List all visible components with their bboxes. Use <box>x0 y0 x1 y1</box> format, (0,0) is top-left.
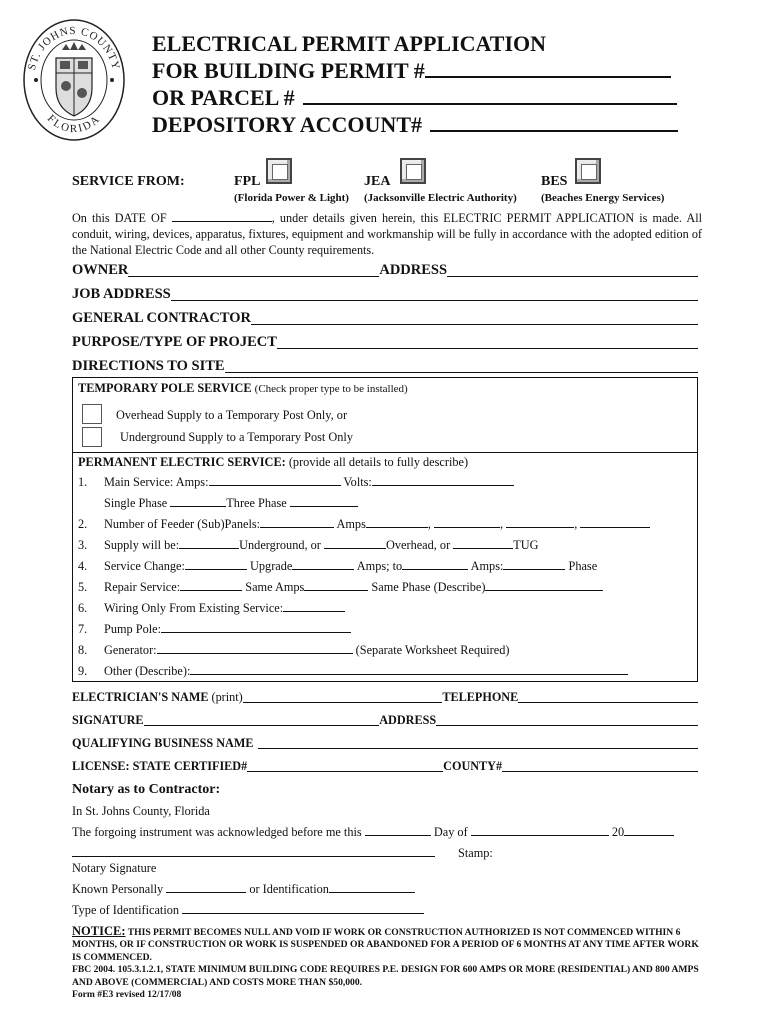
building-permit-field[interactable] <box>425 58 671 78</box>
phase-label: Phase <box>568 559 598 573</box>
seal-top-text: ST. JOHNS COUNTY <box>25 24 123 72</box>
type-id-row <box>72 903 424 918</box>
volts-label: Volts: <box>343 475 372 489</box>
main-service-amps-label: Main Service: Amps: <box>104 475 209 489</box>
temp-pole-heading-row <box>78 381 408 396</box>
item-number: 5. <box>78 580 88 594</box>
bes-checkbox[interactable] <box>575 158 601 184</box>
wiring-only-field[interactable] <box>283 601 345 612</box>
amps-label: Amps: <box>470 559 504 573</box>
fpl-sub-label: (Florida Power & Light) <box>234 192 349 204</box>
item-number: 4. <box>78 559 88 573</box>
generator-label: Generator: <box>104 643 157 657</box>
jea-sub-label: (Jacksonville Electric Authority) <box>364 192 517 204</box>
known-row <box>72 882 415 897</box>
general-contractor-label: GENERAL CONTRACTOR <box>72 310 251 326</box>
date-of-label: On this DATE OF <box>72 211 167 225</box>
qualifying-business-label: QUALIFYING BUSINESS NAME <box>72 736 254 750</box>
general-contractor-row <box>72 310 698 327</box>
feeder-amps-field-3[interactable] <box>506 517 574 528</box>
item-9 <box>78 664 628 679</box>
job-address-row <box>72 286 698 303</box>
notary-signature-field[interactable] <box>72 847 435 857</box>
notice-label: NOTICE: <box>72 924 126 938</box>
owner-field[interactable] <box>128 265 379 277</box>
title-line-4: DEPOSITORY ACCOUNT# <box>152 112 422 137</box>
item-number: 6. <box>78 601 88 615</box>
license-field[interactable] <box>247 762 443 772</box>
overhead-checkbox[interactable] <box>82 404 102 424</box>
generator-note: (Separate Worksheet Required) <box>355 643 510 657</box>
print-label: (print) <box>211 690 243 704</box>
or-identification-label: or Identification <box>249 882 329 896</box>
other-label: Other (Describe): <box>104 664 191 678</box>
electrician-name-label: ELECTRICIAN'S NAME <box>72 690 209 704</box>
notary-ack-row <box>72 825 674 840</box>
notice-block <box>72 925 702 1001</box>
owner-label: OWNER <box>72 262 129 278</box>
notary-signature-label: Notary Signature <box>72 861 157 875</box>
same-amps-label: Same Amps <box>245 580 305 594</box>
fpl-checkbox[interactable] <box>266 158 292 184</box>
signature-row <box>72 713 698 728</box>
parcel-field[interactable] <box>303 85 677 105</box>
item-number: 8. <box>78 643 88 657</box>
overhead-label: Overhead, or <box>385 538 451 552</box>
generator-field[interactable] <box>157 643 353 654</box>
county-seal <box>22 18 126 142</box>
job-address-field[interactable] <box>171 289 698 301</box>
comma: , <box>427 517 431 531</box>
electrician-address-field[interactable] <box>436 716 698 726</box>
feeder-amps-field-1[interactable] <box>366 517 428 528</box>
electrician-row <box>72 690 698 705</box>
job-address-label: JOB ADDRESS <box>72 286 171 302</box>
volts-field[interactable] <box>372 475 514 486</box>
known-personally-field[interactable] <box>166 882 246 893</box>
tug-label: TUG <box>513 538 539 552</box>
intro-body: , under details given herein, this ELECTRIC PERMIT APPLICATION is made. All conduit, wiring, devices, apparatus, fixtures, equipment and workmanship will be fully in accordance with the adopted edition of the National Electric Code and all other County requirements. <box>72 211 702 257</box>
bes-sub-label: (Beaches Energy Services) <box>541 192 665 204</box>
same-amps-field[interactable] <box>304 580 368 591</box>
feeder-amps-field-2[interactable] <box>434 517 500 528</box>
qualifying-row <box>72 736 698 751</box>
ack-label: The forgoing instrument was acknowledged before me this <box>72 825 362 839</box>
temp-pole-note: (Check proper type to be installed) <box>254 383 408 395</box>
notice-text-1: THIS PERMIT BECOMES NULL AND VOID IF WORK OR CONSTRUCTION AUTHORIZED IS NOT COMMENCED WITHIN 6 MONTHS, OR IF CONSTRUCTION OR WORK IS SUSPENDED OR ABANDONED FOR A PERIOD OF 6 MONTHS AT ANY TIME AFTER WORK IS COMMENCED. <box>72 927 699 963</box>
county-label: COUNTY# <box>443 759 503 773</box>
item-3 <box>78 538 539 553</box>
item-2 <box>78 517 650 532</box>
ack-year-field[interactable] <box>624 825 674 836</box>
feeder-panels-label: Number of Feeder (Sub)Panels: <box>104 517 261 531</box>
county-field[interactable] <box>502 762 698 772</box>
owner-address-field[interactable] <box>447 265 698 277</box>
permanent-note: (provide all details to fully describe) <box>288 455 469 469</box>
tug-field[interactable] <box>453 538 513 549</box>
item-number: 1. <box>78 475 88 489</box>
electrician-address-label: ADDRESS <box>379 713 437 727</box>
purpose-label: PURPOSE/TYPE OF PROJECT <box>72 334 277 350</box>
feeder-amps-field-4[interactable] <box>580 517 650 528</box>
item-number: 7. <box>78 622 88 636</box>
item-7 <box>78 622 351 637</box>
comma: , <box>500 517 504 531</box>
title-line-2: FOR BUILDING PERMIT # <box>152 58 425 83</box>
feeder-panels-field[interactable] <box>260 517 334 528</box>
seal-shield-icon <box>56 42 92 116</box>
upgrade-label: Upgrade <box>250 559 293 573</box>
jea-label: JEA <box>364 174 391 189</box>
year-label: 20 <box>611 825 625 839</box>
purpose-row <box>72 334 698 351</box>
license-label: LICENSE: STATE CERTIFIED# <box>72 759 248 773</box>
item-number: 2. <box>78 517 88 531</box>
day-of-label: Day of <box>433 825 468 839</box>
type-of-identification-label: Type of Identification <box>72 903 180 917</box>
bes-label: BES <box>541 174 568 189</box>
item-8 <box>78 643 509 658</box>
pump-pole-field[interactable] <box>161 622 351 633</box>
notary-county: In St. Johns County, Florida <box>72 804 210 818</box>
title-line-1: ELECTRICAL PERMIT APPLICATION <box>152 31 547 56</box>
telephone-field[interactable] <box>518 693 698 703</box>
depository-account-field[interactable] <box>430 112 678 132</box>
phase-field[interactable] <box>503 559 565 570</box>
date-of-field[interactable] <box>172 211 272 222</box>
type-of-identification-field[interactable] <box>182 903 424 914</box>
service-change-field[interactable] <box>185 559 247 570</box>
upgrade-amps-field[interactable] <box>292 559 354 570</box>
other-field[interactable] <box>190 664 628 675</box>
general-contractor-field[interactable] <box>251 313 698 325</box>
feeder-amps-label: Amps <box>336 517 366 531</box>
service-change-label: Service Change: <box>104 559 185 573</box>
directions-row <box>72 358 698 375</box>
main-service-amps-field[interactable] <box>209 475 341 486</box>
item-1 <box>78 475 514 490</box>
item-number: 3. <box>78 538 88 552</box>
single-phase-field[interactable] <box>170 496 226 507</box>
underground-label: Underground, or <box>239 538 321 552</box>
repair-service-label: Repair Service: <box>104 580 181 594</box>
service-from-label: SERVICE FROM: <box>72 174 185 189</box>
repair-service-field[interactable] <box>180 580 242 591</box>
title-line-3: OR PARCEL # <box>152 85 295 110</box>
owner-row <box>72 262 698 279</box>
comma: , <box>574 517 578 531</box>
temp-pole-heading: TEMPORARY POLE SERVICE <box>78 381 252 395</box>
notary-heading: Notary as to Contractor: <box>72 782 221 797</box>
identification-field[interactable] <box>329 882 415 893</box>
form-title <box>152 30 678 138</box>
known-personally-label: Known Personally <box>72 882 164 896</box>
directions-label: DIRECTIONS TO SITE <box>72 358 225 374</box>
same-phase-label: Same Phase (Describe) <box>371 580 486 594</box>
electrician-name-field[interactable] <box>243 693 443 703</box>
wiring-only-label: Wiring Only From Existing Service: <box>104 601 284 615</box>
three-phase-field[interactable] <box>290 496 358 507</box>
signature-field[interactable] <box>144 716 380 726</box>
underground-supply-field[interactable] <box>179 538 239 549</box>
ack-day-field[interactable] <box>365 825 431 836</box>
intro-paragraph <box>72 210 702 258</box>
ack-month-field[interactable] <box>471 825 609 836</box>
item-1-phase <box>78 496 358 511</box>
underground-checkbox[interactable] <box>82 427 102 447</box>
fpl-label: FPL <box>234 174 261 189</box>
item-number: 9. <box>78 664 88 678</box>
three-phase-label: Three Phase <box>226 496 287 510</box>
form-revision: Form #E3 revised 12/17/08 <box>72 989 182 1001</box>
overhead-supply-field[interactable] <box>324 538 386 549</box>
owner-address-label: ADDRESS <box>379 262 448 278</box>
underground-label: Underground Supply to a Temporary Post Only <box>120 430 353 444</box>
license-row <box>72 759 698 774</box>
item-6 <box>78 601 345 616</box>
directions-field[interactable] <box>225 361 698 373</box>
amps-to-field[interactable] <box>402 559 468 570</box>
item-5 <box>78 580 603 595</box>
notice-text-2: FBC 2004. 105.3.1.2.1, STATE MINIMUM BUILDING CODE REQUIRES P.E. DESIGN FOR 600 AMPS OR MORE (RESIDENTIAL) AND 800 AMPS AND ABOVE (COMMERCIAL) AND COSTS MORE THAN $50,000. <box>72 964 699 988</box>
signature-label: SIGNATURE <box>72 713 144 727</box>
jea-checkbox[interactable] <box>400 158 426 184</box>
permanent-heading: PERMANENT ELECTRIC SERVICE: <box>78 455 286 469</box>
supply-label: Supply will be: <box>104 538 180 552</box>
overhead-label: Overhead Supply to a Temporary Post Only, or <box>116 408 348 422</box>
same-phase-field[interactable] <box>485 580 603 591</box>
stamp-label: Stamp: <box>458 846 493 860</box>
permanent-heading-row <box>78 455 468 470</box>
seal-bottom-text: FLORIDA <box>44 112 104 136</box>
telephone-label: TELEPHONE <box>442 690 519 704</box>
item-4 <box>78 559 597 574</box>
pump-pole-label: Pump Pole: <box>104 622 162 636</box>
qualifying-business-field[interactable] <box>258 739 699 749</box>
single-phase-label: Single Phase <box>104 496 168 510</box>
purpose-field[interactable] <box>277 337 698 349</box>
amps-to-label: Amps; to <box>356 559 403 573</box>
